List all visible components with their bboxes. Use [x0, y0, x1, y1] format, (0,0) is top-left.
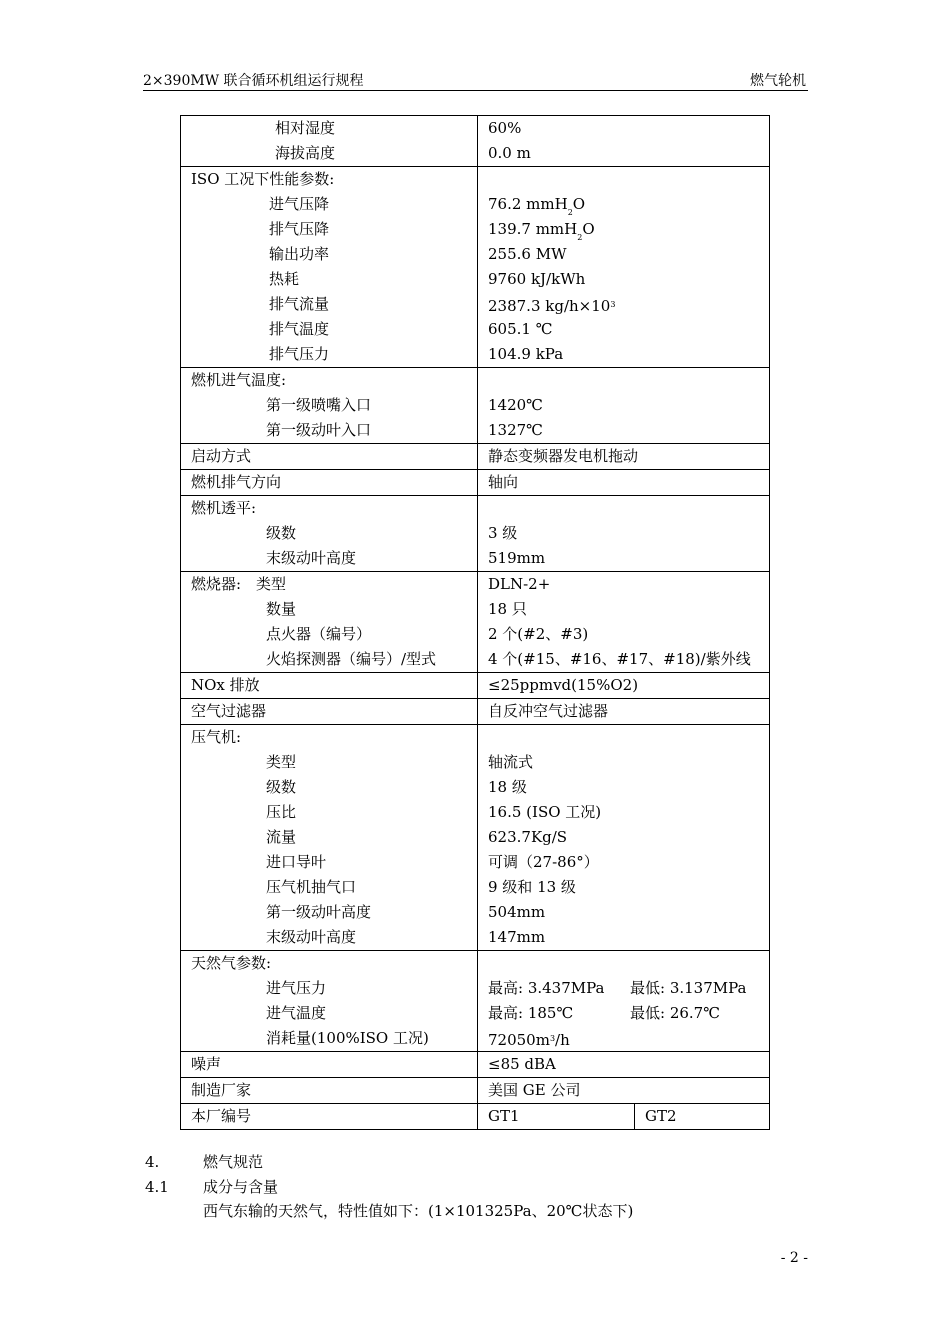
flame-detector-value: 4 个(#15、#16、#17、#18)/紫外线: [488, 650, 751, 668]
nozzle-value: 1420℃: [488, 396, 543, 414]
igv-label: 进口导叶: [266, 853, 327, 871]
flame-detector-label: 火焰探测器（编号）/型式: [266, 650, 437, 668]
table-row: [181, 368, 770, 444]
start-mode-value: 静态变频器发电机拖动: [488, 447, 639, 465]
table-row: [181, 1052, 770, 1078]
table-row: [181, 444, 770, 470]
section-41-number: 4.1: [145, 1178, 169, 1196]
inlet-drop-label: 进气压降: [269, 195, 330, 213]
compressor-type-value: 轴流式: [488, 753, 534, 771]
table-row: [181, 470, 770, 496]
igniter-label: 点火器（编号）: [266, 625, 372, 643]
exhaust-flow-label: 排气流量: [269, 295, 330, 313]
exhaust-flow-value: 2387.3 $kg/h\times 10^3$: [488, 297, 616, 315]
page-number: - 2 -: [780, 1250, 808, 1266]
compressor-stages-value: 18 级: [488, 778, 527, 796]
altitude-label: 海拔高度: [275, 144, 336, 162]
nox-value: ≤25ppmvd(15%O2): [488, 676, 639, 694]
header-doc-title: 2×390MW 联合循环机组运行规程: [143, 73, 364, 89]
table-row: [181, 496, 770, 572]
compressor-ratio-label: 压比: [266, 803, 297, 821]
turbine-last-blade-label: 末级动叶高度: [266, 549, 357, 567]
first-blade-value: 504mm: [488, 903, 546, 921]
inlet-drop-value: 76.2 mmH$_2$O: [488, 195, 586, 217]
section-4-title: 燃气规范: [203, 1153, 264, 1171]
page-header: [143, 68, 808, 91]
turbine-title: 燃机透平:: [191, 499, 257, 517]
nozzle-label: 第一级喷嘴入口: [266, 396, 372, 414]
table-row: [181, 167, 770, 368]
noise-value: ≤85 dBA: [488, 1055, 556, 1073]
plant-no-gt1: GT1: [478, 1104, 635, 1129]
exhaust-temp-value: 605.1 ℃: [488, 320, 553, 338]
nox-label: NOx 排放: [191, 676, 260, 694]
table-row: [181, 572, 770, 673]
combustor-type-value: DLN-2+: [488, 575, 551, 593]
altitude-value: 0.0 m: [488, 144, 531, 162]
table-row: [181, 116, 770, 167]
bucket-label: 第一级动叶入口: [266, 421, 372, 439]
extraction-value: 9 级和 13 级: [488, 878, 576, 896]
humidity-value: 60%: [488, 119, 522, 137]
combustor-type-label: 类型: [256, 575, 287, 593]
table-row: [181, 1078, 770, 1104]
section-4-number: 4.: [145, 1153, 160, 1171]
igv-value: 可调（27-86°）: [488, 853, 599, 871]
turbine-stages-label: 级数: [266, 524, 297, 542]
gas-title: 天然气参数:: [191, 954, 272, 972]
header-chapter: 燃气轮机: [750, 73, 806, 89]
turbine-last-blade-value: 519mm: [488, 549, 546, 567]
exhaust-pressure-value: 104.9 kPa: [488, 345, 564, 363]
compressor-flow-label: 流量: [266, 828, 297, 846]
bucket-value: 1327℃: [488, 421, 543, 439]
inlet-temp-title: 燃机进气温度:: [191, 371, 287, 389]
exhaust-temp-label: 排气温度: [269, 320, 330, 338]
section-41-heading: [145, 1176, 278, 1197]
gas-consumption-label: 消耗量(100%ISO 工况): [266, 1029, 429, 1047]
manufacturer-value: 美国 GE 公司: [488, 1081, 581, 1099]
exhaust-direction-value: 轴向: [488, 473, 519, 491]
combustor-count-value: 18 只: [488, 600, 527, 618]
compressor-flow-value: 623.7Kg/S: [488, 828, 568, 846]
start-mode-label: 启动方式: [191, 447, 252, 465]
gas-temperature-value: 最高: 185℃ 最低: 26.7℃: [488, 1004, 721, 1022]
exhaust-drop-value: 139.7 mmH$_2$O: [488, 220, 595, 242]
power-label: 输出功率: [269, 245, 330, 263]
table-row: [181, 1104, 770, 1130]
gas-consumption-value: $72050m^3/h$: [488, 1031, 570, 1049]
table-row: [181, 951, 770, 1052]
heat-rate-label: 热耗: [269, 270, 300, 288]
spec-table: [180, 115, 770, 1130]
gas-pressure-value: 最高: 3.437MPa 最低: 3.137MPa: [488, 979, 747, 997]
humidity-label: 相对湿度: [275, 119, 336, 137]
table-row: [181, 699, 770, 725]
exhaust-drop-label: 排气压降: [269, 220, 330, 238]
compressor-stages-label: 级数: [266, 778, 297, 796]
compressor-last-blade-value: 147mm: [488, 928, 546, 946]
exhaust-pressure-label: 排气压力: [269, 345, 330, 363]
table-row: [181, 673, 770, 699]
air-filter-label: 空气过滤器: [191, 702, 267, 720]
first-blade-label: 第一级动叶高度: [266, 903, 372, 921]
power-value: 255.6 MW: [488, 245, 567, 263]
iso-title: ISO 工况下性能参数:: [191, 170, 335, 188]
igniter-value: 2 个(#2、#3): [488, 625, 589, 643]
plant-no-label: 本厂编号: [191, 1107, 252, 1125]
compressor-title: 压气机:: [191, 728, 242, 746]
gas-temperature-label: 进气温度: [266, 1004, 327, 1022]
section-41-title: 成分与含量: [203, 1178, 279, 1196]
combustor-count-label: 数量: [266, 600, 297, 618]
table-row: [181, 725, 770, 951]
manufacturer-label: 制造厂家: [191, 1081, 252, 1099]
heat-rate-value: 9760 kJ/kWh: [488, 270, 586, 288]
compressor-type-label: 类型: [266, 753, 297, 771]
turbine-stages-value: 3 级: [488, 524, 518, 542]
noise-label: 噪声: [191, 1055, 222, 1073]
air-filter-value: 自反冲空气过滤器: [488, 702, 609, 720]
combustor-title: 燃烧器:: [191, 575, 242, 593]
gas-pressure-label: 进气压力: [266, 979, 327, 997]
compressor-last-blade-label: 末级动叶高度: [266, 928, 357, 946]
compressor-ratio-value: 16.5 (ISO 工况): [488, 803, 602, 821]
exhaust-direction-label: 燃机排气方向: [191, 473, 282, 491]
plant-no-gt2: GT2: [645, 1107, 677, 1125]
body-paragraph: 西气东输的天然气，特性值如下：(1×101325Pa、20℃状态下): [203, 1202, 634, 1220]
section-4-heading: [145, 1151, 263, 1172]
extraction-label: 压气机抽气口: [266, 878, 357, 896]
